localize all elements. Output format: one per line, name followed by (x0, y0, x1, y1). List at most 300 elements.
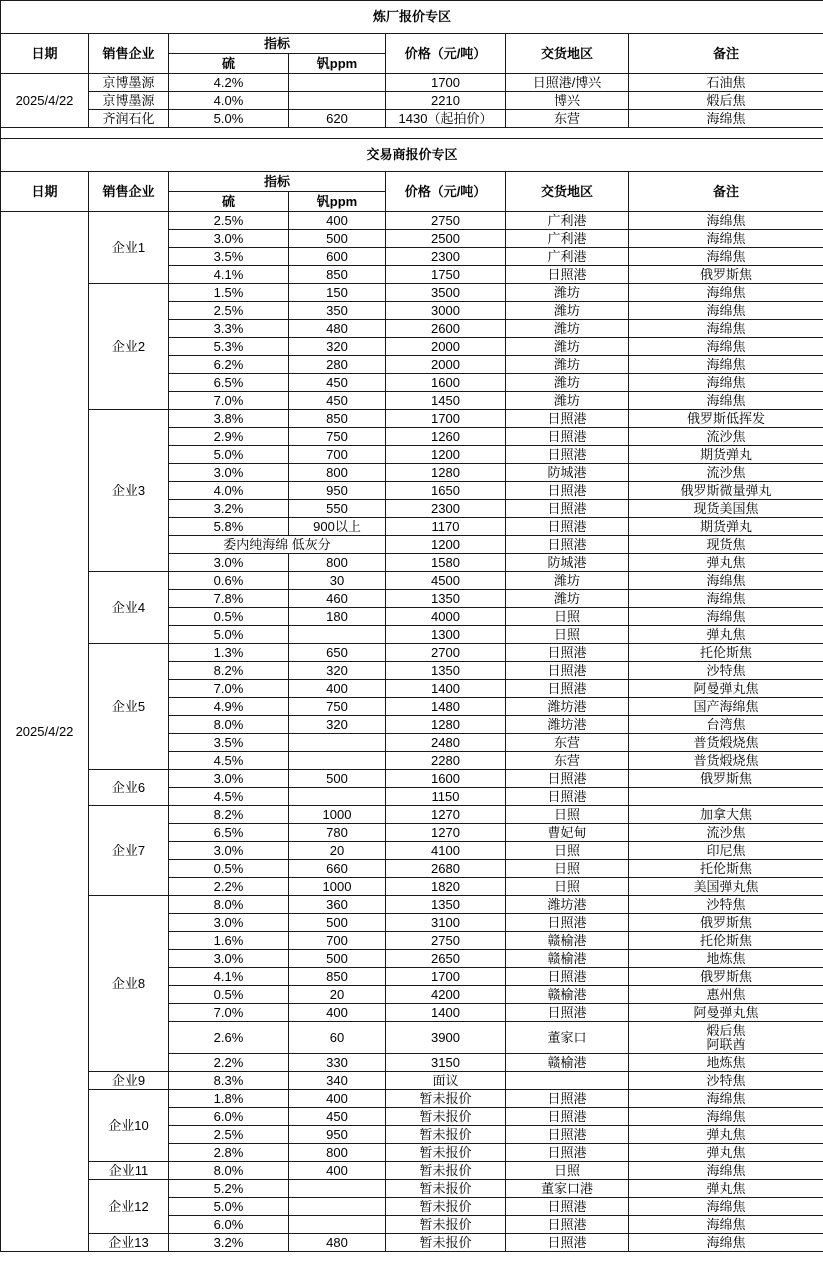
cell-price[interactable]: 3000 (386, 302, 506, 320)
cell-price[interactable]: 3100 (386, 914, 506, 932)
cell-price[interactable]: 1350 (386, 896, 506, 914)
cell-vanadium[interactable]: 850 (289, 410, 386, 428)
cell-remark[interactable]: 海绵焦 (629, 590, 823, 608)
cell-price[interactable]: 暂未报价 (386, 1198, 506, 1216)
cell-sulfur[interactable]: 3.0% (169, 464, 289, 482)
cell-sulfur[interactable]: 4.9% (169, 698, 289, 716)
cell-vanadium[interactable]: 450 (289, 392, 386, 410)
cell-sulfur[interactable]: 1.3% (169, 644, 289, 662)
cell-delivery[interactable]: 赣榆港 (506, 950, 629, 968)
cell-delivery[interactable]: 赣榆港 (506, 932, 629, 950)
cell-remark[interactable]: 海绵焦 (629, 284, 823, 302)
cell-remark[interactable]: 弹丸焦 (629, 1126, 823, 1144)
cell-delivery[interactable]: 日照 (506, 1162, 629, 1180)
cell-remark[interactable]: 美国弹丸焦 (629, 878, 823, 896)
cell-price[interactable]: 2680 (386, 860, 506, 878)
cell-remark[interactable]: 海绵焦 (629, 1090, 823, 1108)
cell-vanadium[interactable]: 400 (289, 1162, 386, 1180)
cell-remark[interactable]: 托伦斯焦 (629, 932, 823, 950)
cell-sulfur[interactable]: 8.3% (169, 1072, 289, 1090)
cell-price[interactable]: 3900 (386, 1022, 506, 1054)
cell-remark[interactable]: 海绵焦 (629, 338, 823, 356)
cell-delivery[interactable]: 日照 (506, 842, 629, 860)
cell-vanadium[interactable]: 450 (289, 374, 386, 392)
cell-remark[interactable]: 海绵焦 (629, 1162, 823, 1180)
cell-vanadium[interactable]: 400 (289, 212, 386, 230)
cell-remark[interactable]: 阿曼弹丸焦 (629, 1004, 823, 1022)
cell-remark[interactable]: 海绵焦 (629, 392, 823, 410)
cell-remark[interactable]: 俄罗斯低挥发 (629, 410, 823, 428)
cell-price[interactable]: 1600 (386, 374, 506, 392)
cell-vanadium[interactable]: 800 (289, 1144, 386, 1162)
cell-seller[interactable]: 京博墨源 (89, 92, 169, 110)
cell-remark[interactable]: 地炼焦 (629, 950, 823, 968)
cell-sulfur[interactable]: 3.5% (169, 248, 289, 266)
cell-sulfur[interactable]: 2.5% (169, 1126, 289, 1144)
cell-delivery[interactable]: 潍坊 (506, 392, 629, 410)
cell-sulfur[interactable]: 7.0% (169, 392, 289, 410)
cell-vanadium[interactable]: 500 (289, 230, 386, 248)
cell-price[interactable]: 2750 (386, 212, 506, 230)
cell-remark[interactable]: 期货弹丸 (629, 518, 823, 536)
cell-vanadium[interactable] (289, 1216, 386, 1234)
cell-vanadium[interactable]: 620 (289, 110, 386, 128)
cell-delivery[interactable]: 日照港 (506, 1108, 629, 1126)
cell-price[interactable]: 2650 (386, 950, 506, 968)
cell-price[interactable]: 暂未报价 (386, 1216, 506, 1234)
cell-sulfur[interactable]: 5.0% (169, 446, 289, 464)
cell-vanadium[interactable]: 320 (289, 716, 386, 734)
cell-delivery[interactable]: 日照 (506, 626, 629, 644)
cell-sulfur[interactable]: 5.8% (169, 518, 289, 536)
cell-price[interactable]: 3150 (386, 1054, 506, 1072)
cell-delivery[interactable]: 潍坊 (506, 572, 629, 590)
cell-delivery[interactable]: 日照 (506, 860, 629, 878)
cell-remark[interactable]: 流沙焦 (629, 464, 823, 482)
cell-price[interactable]: 暂未报价 (386, 1090, 506, 1108)
cell-remark[interactable]: 弹丸焦 (629, 1144, 823, 1162)
cell-remark[interactable]: 流沙焦 (629, 824, 823, 842)
cell-sulfur[interactable]: 3.0% (169, 842, 289, 860)
cell-remark[interactable]: 国产海绵焦 (629, 698, 823, 716)
cell-sulfur[interactable]: 2.6% (169, 1022, 289, 1054)
cell-remark[interactable]: 普货煅烧焦 (629, 752, 823, 770)
cell-remark[interactable]: 石油焦 (629, 74, 823, 92)
cell-remark[interactable]: 海绵焦 (629, 230, 823, 248)
cell-vanadium[interactable]: 400 (289, 1004, 386, 1022)
cell-delivery[interactable]: 东营 (506, 734, 629, 752)
cell-vanadium[interactable]: 460 (289, 590, 386, 608)
cell-vanadium[interactable] (289, 1180, 386, 1198)
cell-sulfur[interactable]: 3.2% (169, 500, 289, 518)
cell-price[interactable]: 1270 (386, 824, 506, 842)
cell-sulfur[interactable]: 0.5% (169, 608, 289, 626)
cell-vanadium[interactable] (289, 734, 386, 752)
cell-sulfur[interactable]: 6.5% (169, 374, 289, 392)
cell-delivery[interactable]: 日照港 (506, 1004, 629, 1022)
cell-price[interactable]: 1200 (386, 446, 506, 464)
cell-seller[interactable]: 企业13 (89, 1234, 169, 1252)
cell-price[interactable]: 面议 (386, 1072, 506, 1090)
cell-remark[interactable]: 惠州焦 (629, 986, 823, 1004)
cell-sulfur[interactable]: 2.5% (169, 212, 289, 230)
cell-vanadium[interactable]: 400 (289, 680, 386, 698)
cell-delivery[interactable]: 博兴 (506, 92, 629, 110)
cell-price[interactable]: 1150 (386, 788, 506, 806)
cell-sulfur[interactable]: 3.0% (169, 230, 289, 248)
cell-delivery[interactable]: 潍坊 (506, 590, 629, 608)
cell-sulfur[interactable]: 2.9% (169, 428, 289, 446)
cell-delivery[interactable]: 潍坊 (506, 320, 629, 338)
cell-remark[interactable]: 海绵焦 (629, 1234, 823, 1252)
cell-vanadium[interactable]: 500 (289, 770, 386, 788)
cell-price[interactable]: 2300 (386, 500, 506, 518)
cell-remark[interactable]: 弹丸焦 (629, 626, 823, 644)
cell-price[interactable]: 暂未报价 (386, 1108, 506, 1126)
cell-sulfur[interactable]: 8.0% (169, 896, 289, 914)
cell-sulfur[interactable]: 4.1% (169, 968, 289, 986)
cell-delivery[interactable]: 日照港 (506, 518, 629, 536)
cell-delivery[interactable]: 赣榆港 (506, 1054, 629, 1072)
cell-vanadium[interactable]: 340 (289, 1072, 386, 1090)
cell-sulfur[interactable]: 3.8% (169, 410, 289, 428)
cell-delivery[interactable]: 广利港 (506, 248, 629, 266)
cell-price[interactable]: 1750 (386, 266, 506, 284)
cell-sulfur[interactable]: 7.0% (169, 1004, 289, 1022)
cell-delivery[interactable]: 广利港 (506, 230, 629, 248)
cell-seller[interactable]: 京博墨源 (89, 74, 169, 92)
cell-price[interactable]: 1580 (386, 554, 506, 572)
cell-sulfur[interactable]: 5.0% (169, 626, 289, 644)
cell-sulfur[interactable]: 5.3% (169, 338, 289, 356)
cell-price[interactable]: 3500 (386, 284, 506, 302)
cell-delivery[interactable]: 潍坊 (506, 356, 629, 374)
cell-delivery[interactable]: 日照 (506, 878, 629, 896)
cell-delivery[interactable]: 董家口 (506, 1022, 629, 1054)
cell-remark[interactable]: 弹丸焦 (629, 554, 823, 572)
cell-sulfur[interactable]: 8.0% (169, 716, 289, 734)
cell-delivery[interactable]: 日照港 (506, 644, 629, 662)
cell-delivery[interactable]: 日照港 (506, 968, 629, 986)
cell-price[interactable]: 4000 (386, 608, 506, 626)
cell-vanadium[interactable]: 850 (289, 266, 386, 284)
cell-vanadium[interactable]: 650 (289, 644, 386, 662)
cell-sulfur[interactable]: 0.5% (169, 860, 289, 878)
cell-sulfur[interactable]: 3.3% (169, 320, 289, 338)
cell-price[interactable]: 1400 (386, 680, 506, 698)
cell-delivery[interactable]: 潍坊 (506, 284, 629, 302)
cell-vanadium[interactable]: 800 (289, 554, 386, 572)
cell-vanadium[interactable]: 750 (289, 428, 386, 446)
cell-vanadium[interactable]: 800 (289, 464, 386, 482)
cell-vanadium[interactable]: 20 (289, 842, 386, 860)
cell-delivery[interactable]: 日照港 (506, 662, 629, 680)
cell-sulfur[interactable]: 5.0% (169, 110, 289, 128)
cell-sulfur[interactable]: 1.8% (169, 1090, 289, 1108)
cell-delivery[interactable]: 日照港 (506, 500, 629, 518)
cell-price[interactable]: 1270 (386, 806, 506, 824)
cell-remark[interactable]: 海绵焦 (629, 248, 823, 266)
cell-delivery[interactable]: 东营 (506, 752, 629, 770)
cell-delivery[interactable]: 日照港 (506, 1144, 629, 1162)
cell-indicator-merged[interactable]: 委内纯海绵 低灰分 (169, 536, 386, 554)
cell-vanadium[interactable]: 350 (289, 302, 386, 320)
cell-delivery[interactable]: 日照港 (506, 788, 629, 806)
cell-price[interactable]: 4100 (386, 842, 506, 860)
cell-delivery[interactable]: 日照 (506, 806, 629, 824)
cell-sulfur[interactable]: 5.2% (169, 1180, 289, 1198)
cell-vanadium[interactable]: 780 (289, 824, 386, 842)
cell-remark[interactable]: 地炼焦 (629, 1054, 823, 1072)
cell-price[interactable]: 1700 (386, 410, 506, 428)
cell-remark[interactable]: 海绵焦 (629, 110, 823, 128)
cell-price[interactable]: 1650 (386, 482, 506, 500)
cell-delivery[interactable]: 日照港 (506, 1126, 629, 1144)
cell-date[interactable]: 2025/4/22 (1, 212, 89, 1252)
cell-sulfur[interactable]: 4.0% (169, 482, 289, 500)
cell-remark[interactable]: 现货焦 (629, 536, 823, 554)
cell-delivery[interactable]: 日照港 (506, 1198, 629, 1216)
cell-vanadium[interactable] (289, 752, 386, 770)
cell-delivery[interactable]: 日照 (506, 608, 629, 626)
cell-remark[interactable]: 海绵焦 (629, 212, 823, 230)
cell-remark[interactable]: 台湾焦 (629, 716, 823, 734)
cell-price[interactable]: 1450 (386, 392, 506, 410)
cell-sulfur[interactable]: 1.5% (169, 284, 289, 302)
cell-price[interactable]: 2600 (386, 320, 506, 338)
cell-sulfur[interactable]: 2.2% (169, 878, 289, 896)
cell-vanadium[interactable]: 30 (289, 572, 386, 590)
cell-date[interactable]: 2025/4/22 (1, 74, 89, 128)
cell-vanadium[interactable]: 500 (289, 914, 386, 932)
cell-sulfur[interactable]: 3.0% (169, 554, 289, 572)
cell-delivery[interactable]: 日照港 (506, 428, 629, 446)
cell-seller[interactable]: 企业2 (89, 284, 169, 410)
cell-vanadium[interactable]: 950 (289, 1126, 386, 1144)
cell-remark[interactable]: 加拿大焦 (629, 806, 823, 824)
cell-remark[interactable]: 沙特焦 (629, 662, 823, 680)
cell-sulfur[interactable]: 3.0% (169, 914, 289, 932)
cell-seller[interactable]: 企业12 (89, 1180, 169, 1234)
cell-sulfur[interactable]: 4.5% (169, 788, 289, 806)
cell-remark[interactable] (629, 788, 823, 806)
cell-remark[interactable]: 海绵焦 (629, 1108, 823, 1126)
cell-remark[interactable]: 海绵焦 (629, 608, 823, 626)
cell-delivery[interactable]: 日照港 (506, 914, 629, 932)
cell-remark[interactable]: 流沙焦 (629, 428, 823, 446)
cell-delivery[interactable]: 日照港 (506, 680, 629, 698)
cell-price[interactable]: 暂未报价 (386, 1144, 506, 1162)
cell-sulfur[interactable]: 6.2% (169, 356, 289, 374)
cell-price[interactable]: 1430（起拍价） (386, 110, 506, 128)
cell-vanadium[interactable] (289, 1198, 386, 1216)
cell-vanadium[interactable]: 150 (289, 284, 386, 302)
cell-price[interactable]: 1400 (386, 1004, 506, 1022)
cell-remark[interactable]: 俄罗斯焦 (629, 266, 823, 284)
cell-sulfur[interactable]: 3.0% (169, 950, 289, 968)
cell-remark[interactable]: 俄罗斯焦 (629, 914, 823, 932)
cell-vanadium[interactable]: 600 (289, 248, 386, 266)
cell-sulfur[interactable]: 2.5% (169, 302, 289, 320)
cell-vanadium[interactable] (289, 788, 386, 806)
cell-price[interactable]: 1280 (386, 716, 506, 734)
cell-price[interactable]: 2000 (386, 356, 506, 374)
cell-seller[interactable]: 企业7 (89, 806, 169, 896)
cell-seller[interactable]: 企业8 (89, 896, 169, 1072)
cell-vanadium[interactable]: 700 (289, 932, 386, 950)
cell-remark[interactable]: 海绵焦 (629, 302, 823, 320)
cell-remark[interactable]: 现货美国焦 (629, 500, 823, 518)
cell-price[interactable]: 1280 (386, 464, 506, 482)
cell-sulfur[interactable]: 6.5% (169, 824, 289, 842)
cell-delivery[interactable]: 防城港 (506, 464, 629, 482)
cell-sulfur[interactable]: 4.2% (169, 74, 289, 92)
cell-remark[interactable]: 俄罗斯焦 (629, 968, 823, 986)
cell-sulfur[interactable]: 3.5% (169, 734, 289, 752)
cell-price[interactable]: 2700 (386, 644, 506, 662)
cell-vanadium[interactable]: 400 (289, 1090, 386, 1108)
cell-delivery-redacted[interactable] (506, 1072, 629, 1090)
cell-vanadium[interactable]: 1000 (289, 878, 386, 896)
cell-vanadium[interactable]: 450 (289, 1108, 386, 1126)
cell-price[interactable]: 暂未报价 (386, 1126, 506, 1144)
cell-seller[interactable]: 企业3 (89, 410, 169, 572)
cell-vanadium[interactable]: 500 (289, 950, 386, 968)
cell-price[interactable]: 2000 (386, 338, 506, 356)
cell-delivery[interactable]: 日照港 (506, 1216, 629, 1234)
cell-sulfur[interactable]: 8.2% (169, 662, 289, 680)
cell-delivery[interactable]: 潍坊港 (506, 896, 629, 914)
cell-delivery[interactable]: 日照港 (506, 1234, 629, 1252)
cell-remark[interactable]: 海绵焦 (629, 1198, 823, 1216)
cell-delivery[interactable]: 日照港 (506, 1090, 629, 1108)
cell-delivery[interactable]: 广利港 (506, 212, 629, 230)
cell-remark[interactable]: 沙特焦 (629, 896, 823, 914)
cell-price[interactable]: 1200 (386, 536, 506, 554)
cell-sulfur[interactable]: 8.2% (169, 806, 289, 824)
cell-vanadium[interactable]: 950 (289, 482, 386, 500)
cell-remark[interactable]: 海绵焦 (629, 1216, 823, 1234)
cell-price[interactable]: 2300 (386, 248, 506, 266)
cell-vanadium[interactable]: 850 (289, 968, 386, 986)
cell-remark[interactable]: 阿曼弹丸焦 (629, 680, 823, 698)
cell-vanadium[interactable]: 480 (289, 320, 386, 338)
cell-vanadium[interactable]: 660 (289, 860, 386, 878)
cell-vanadium[interactable]: 700 (289, 446, 386, 464)
cell-seller[interactable]: 企业10 (89, 1090, 169, 1162)
cell-vanadium[interactable]: 280 (289, 356, 386, 374)
cell-sulfur[interactable]: 0.5% (169, 986, 289, 1004)
cell-seller[interactable]: 企业6 (89, 770, 169, 806)
cell-price[interactable]: 2750 (386, 932, 506, 950)
cell-delivery[interactable]: 潍坊港 (506, 698, 629, 716)
cell-remark[interactable]: 托伦斯焦 (629, 860, 823, 878)
cell-price[interactable]: 1350 (386, 590, 506, 608)
cell-seller[interactable]: 企业5 (89, 644, 169, 770)
cell-price[interactable]: 暂未报价 (386, 1162, 506, 1180)
cell-price[interactable]: 暂未报价 (386, 1180, 506, 1198)
cell-delivery[interactable]: 日照港 (506, 482, 629, 500)
cell-delivery[interactable]: 日照港/博兴 (506, 74, 629, 92)
cell-delivery[interactable]: 董家口港 (506, 1180, 629, 1198)
cell-remark[interactable]: 期货弹丸 (629, 446, 823, 464)
cell-seller[interactable]: 企业11 (89, 1162, 169, 1180)
cell-delivery[interactable]: 日照港 (506, 410, 629, 428)
cell-price[interactable]: 2210 (386, 92, 506, 110)
cell-price[interactable]: 1700 (386, 968, 506, 986)
cell-sulfur[interactable]: 3.0% (169, 770, 289, 788)
cell-remark[interactable]: 普货煅烧焦 (629, 734, 823, 752)
cell-vanadium[interactable]: 480 (289, 1234, 386, 1252)
cell-remark[interactable]: 托伦斯焦 (629, 644, 823, 662)
cell-delivery[interactable]: 曹妃甸 (506, 824, 629, 842)
cell-remark[interactable]: 俄罗斯微量弹丸 (629, 482, 823, 500)
cell-price[interactable]: 2480 (386, 734, 506, 752)
cell-price[interactable]: 1300 (386, 626, 506, 644)
cell-seller[interactable]: 企业1 (89, 212, 169, 284)
cell-sulfur[interactable]: 2.2% (169, 1054, 289, 1072)
cell-seller[interactable]: 企业9 (89, 1072, 169, 1090)
cell-sulfur[interactable]: 6.0% (169, 1216, 289, 1234)
cell-sulfur[interactable]: 6.0% (169, 1108, 289, 1126)
cell-remark[interactable]: 海绵焦 (629, 320, 823, 338)
cell-remark[interactable]: 煅后焦 阿联酋 (629, 1022, 823, 1054)
cell-sulfur[interactable]: 3.2% (169, 1234, 289, 1252)
cell-sulfur[interactable]: 7.0% (169, 680, 289, 698)
cell-sulfur[interactable]: 5.0% (169, 1198, 289, 1216)
cell-delivery[interactable]: 防城港 (506, 554, 629, 572)
cell-sulfur[interactable]: 2.8% (169, 1144, 289, 1162)
cell-remark[interactable]: 弹丸焦 (629, 1180, 823, 1198)
cell-price[interactable]: 1260 (386, 428, 506, 446)
cell-delivery[interactable]: 潍坊 (506, 374, 629, 392)
cell-delivery[interactable]: 日照港 (506, 446, 629, 464)
cell-delivery[interactable]: 潍坊港 (506, 716, 629, 734)
cell-remark[interactable]: 印尼焦 (629, 842, 823, 860)
cell-delivery[interactable]: 潍坊 (506, 338, 629, 356)
cell-sulfur[interactable]: 1.6% (169, 932, 289, 950)
cell-sulfur[interactable]: 4.1% (169, 266, 289, 284)
cell-sulfur[interactable]: 8.0% (169, 1162, 289, 1180)
cell-vanadium[interactable]: 750 (289, 698, 386, 716)
cell-price[interactable]: 1350 (386, 662, 506, 680)
cell-price[interactable]: 1600 (386, 770, 506, 788)
cell-delivery[interactable]: 潍坊 (506, 302, 629, 320)
cell-remark[interactable]: 俄罗斯焦 (629, 770, 823, 788)
cell-sulfur[interactable]: 4.0% (169, 92, 289, 110)
cell-vanadium[interactable]: 320 (289, 662, 386, 680)
cell-price[interactable]: 4500 (386, 572, 506, 590)
cell-seller[interactable]: 齐润石化 (89, 110, 169, 128)
cell-delivery[interactable]: 赣榆港 (506, 986, 629, 1004)
cell-remark[interactable]: 沙特焦 (629, 1072, 823, 1090)
cell-sulfur[interactable]: 0.6% (169, 572, 289, 590)
cell-remark[interactable]: 海绵焦 (629, 572, 823, 590)
cell-vanadium[interactable]: 60 (289, 1022, 386, 1054)
cell-vanadium[interactable] (289, 92, 386, 110)
cell-vanadium[interactable] (289, 74, 386, 92)
cell-price[interactable]: 1170 (386, 518, 506, 536)
cell-sulfur[interactable]: 4.5% (169, 752, 289, 770)
cell-price[interactable]: 2500 (386, 230, 506, 248)
cell-vanadium[interactable]: 20 (289, 986, 386, 1004)
cell-vanadium[interactable]: 330 (289, 1054, 386, 1072)
cell-vanadium[interactable]: 550 (289, 500, 386, 518)
cell-price[interactable]: 2280 (386, 752, 506, 770)
cell-remark[interactable]: 煅后焦 (629, 92, 823, 110)
cell-vanadium[interactable]: 180 (289, 608, 386, 626)
cell-price[interactable]: 1820 (386, 878, 506, 896)
